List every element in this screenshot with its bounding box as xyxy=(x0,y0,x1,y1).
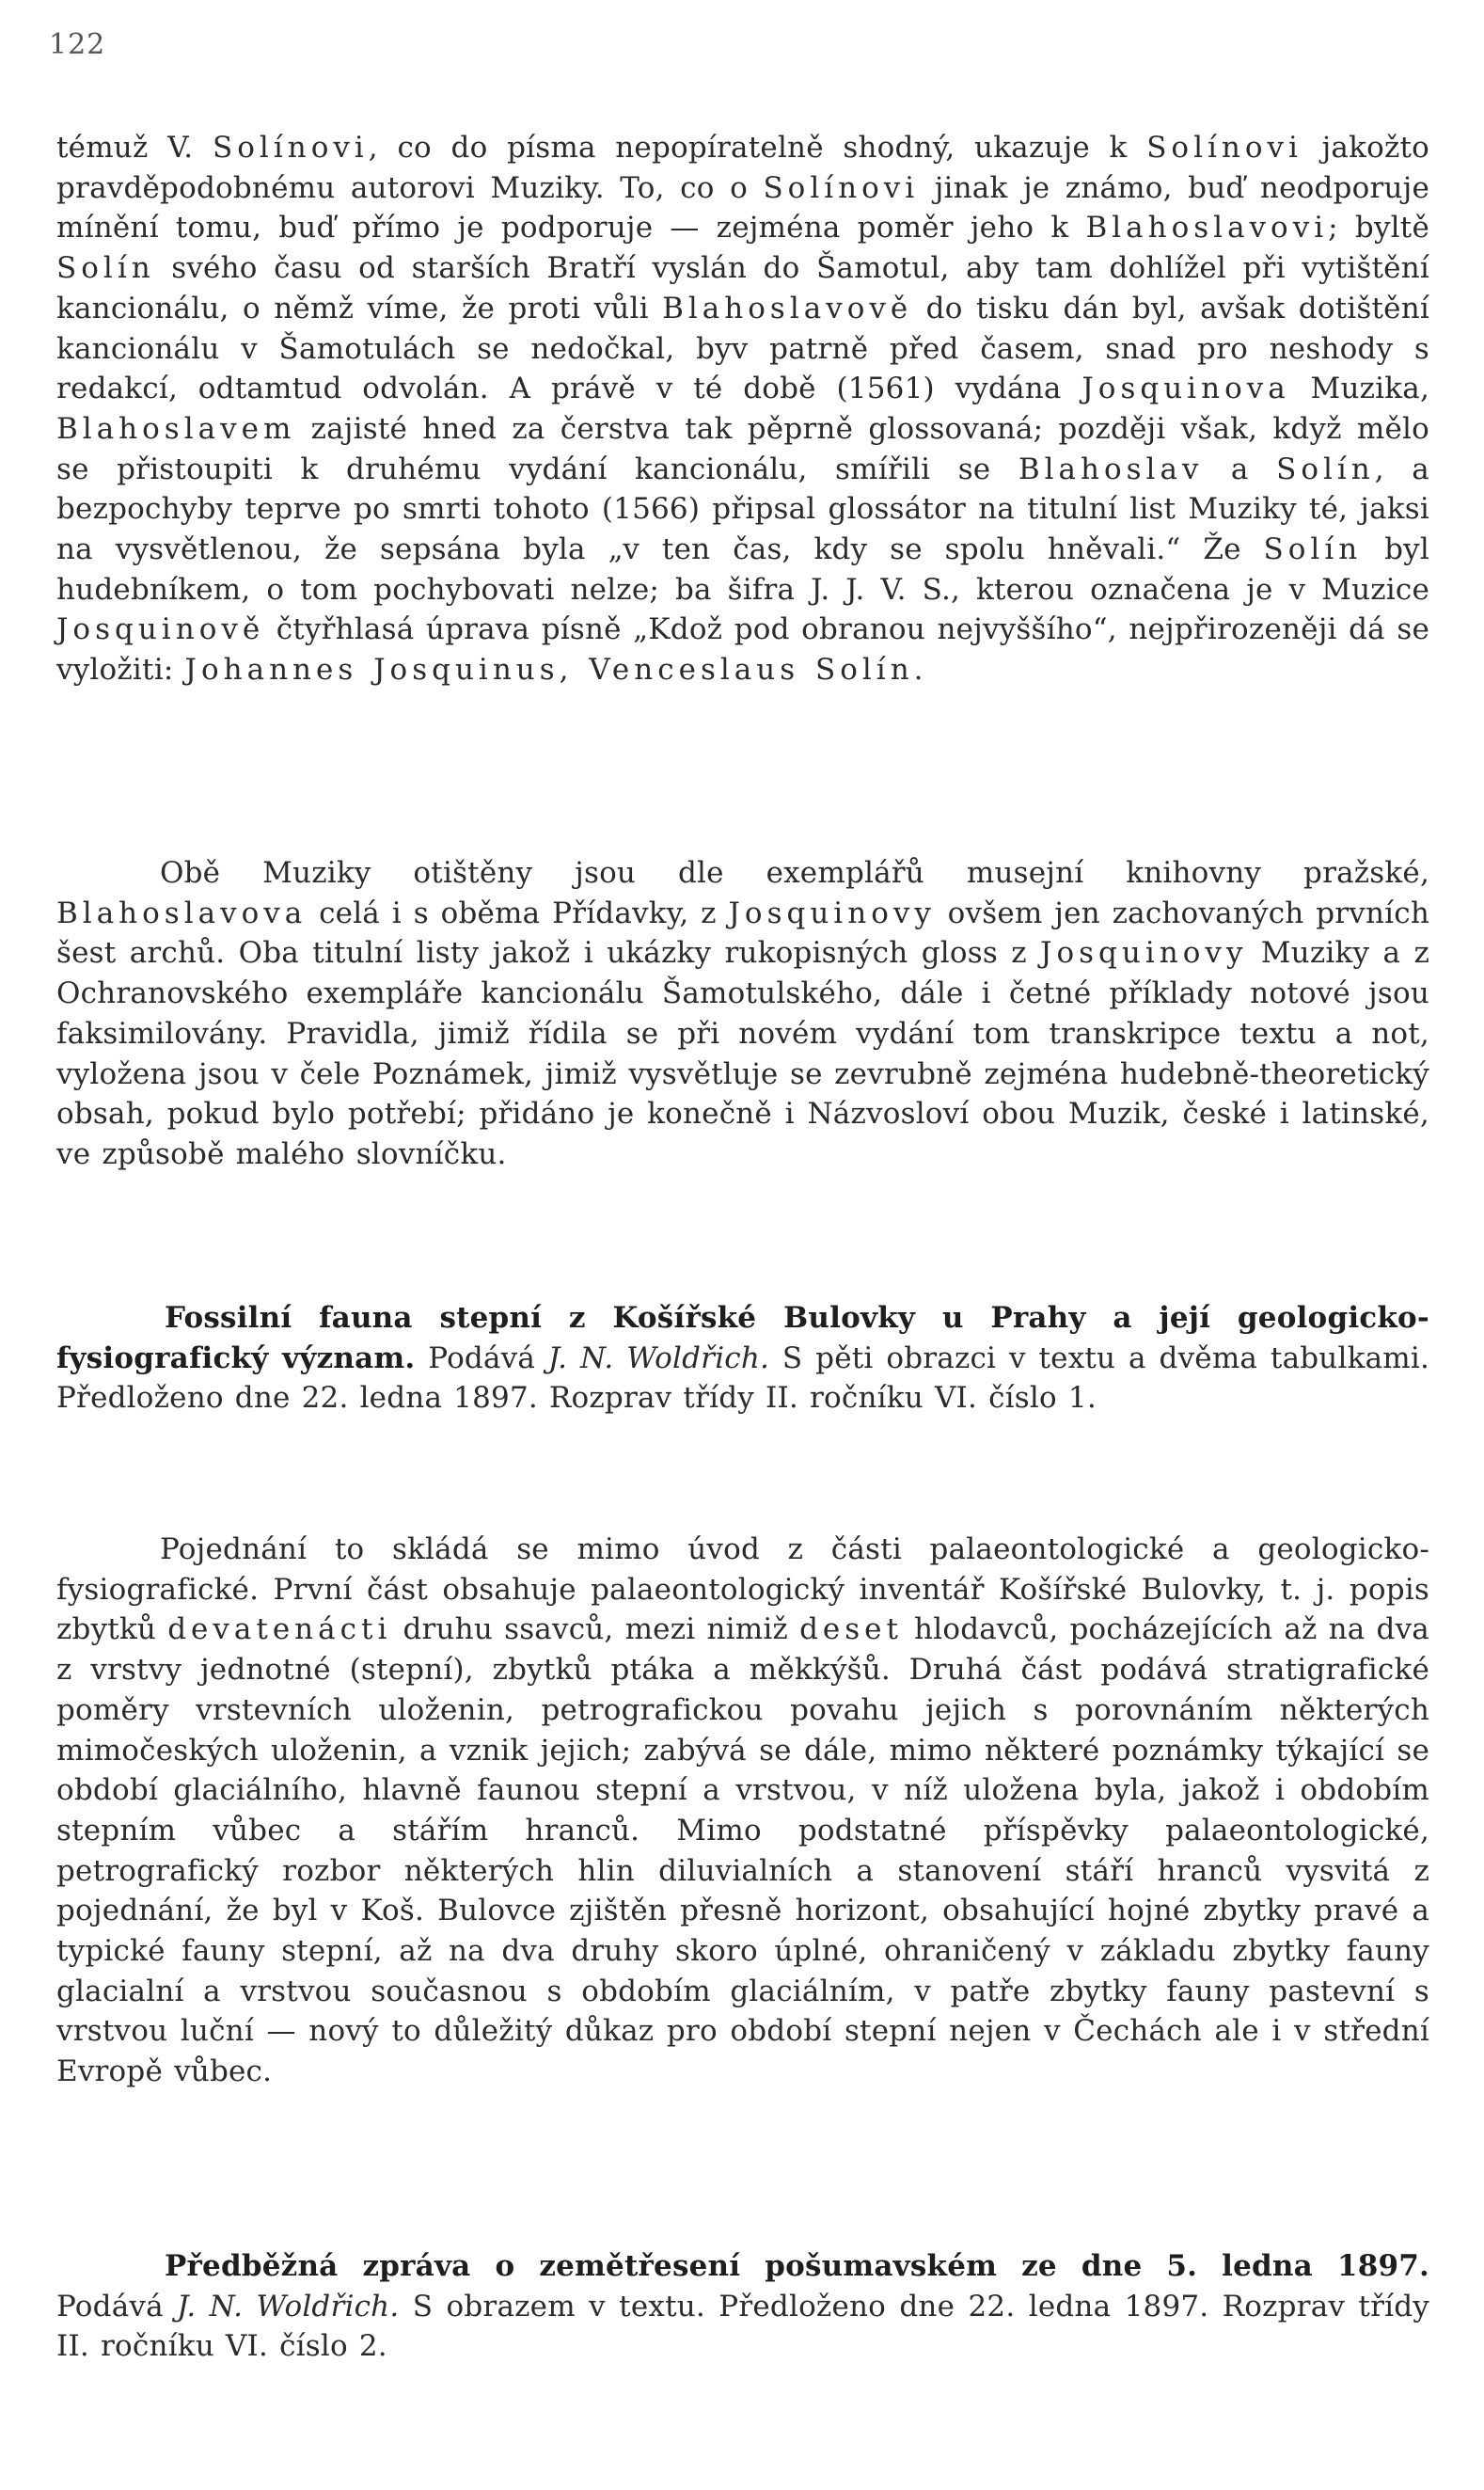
text-run: Muzika, xyxy=(1289,372,1429,406)
article-header-2 xyxy=(56,2246,1429,2367)
article-details: S obrazem v textu. Předloženo dne 22. ledna 1897. Rozprav třídy II. ročníku VI. číslo 2. xyxy=(56,2289,1429,2364)
article-title: Fossilní fauna stepní z Košířské Bulovky u Prahy a její geologicko-fysiografický význam. xyxy=(56,1301,1429,1375)
spaced-name: Blahoslav xyxy=(1018,452,1204,486)
text-run: . xyxy=(913,653,924,688)
spaced-name: Solín xyxy=(56,251,155,286)
text-run: a xyxy=(1203,452,1277,486)
article-title-block xyxy=(56,2246,1429,2367)
text-run: svého času od starších Bratří vyslán do Šamotul, aby tam dohlížel při vytištění kancionálu, o němž víme, že proti vůli xyxy=(56,251,1429,325)
text-run: Obě Muziky otištěny jsou dle exemplářů musejní knihovny pražské, xyxy=(160,856,1429,890)
body-paragraph-2 xyxy=(56,853,1429,1175)
spaced-name: Johannes Josquinus, Venceslaus Solín xyxy=(184,653,914,688)
text-run: ovšem jen zachovaných prvních šest archů. Oba titulní listy jakož i ukázky rukopisných gloss z xyxy=(56,896,1429,971)
spaced-name: Josquinova xyxy=(1081,372,1290,406)
text-run: Podává xyxy=(56,2289,164,2323)
article-body-1 xyxy=(56,1530,1429,2092)
spaced-name: Solín xyxy=(1276,452,1375,486)
spaced-name: Josquinovy xyxy=(1040,936,1248,971)
text-run: Podává xyxy=(428,1340,536,1375)
spaced-name: Josquinově xyxy=(56,612,265,647)
article-title: Předběžná zpráva o zemětřesení pošumavském ze dne 5. ledna 1897. xyxy=(165,2249,1429,2283)
spaced-name: Solínovi xyxy=(1146,131,1302,165)
text-run: , a bezpochyby teprve po smrti tohoto (1566) připsal glossátor na titulní list Muziky té, jaksi na vysvětlenou, že sepsána byla „v ten čas, kdy se spolu hněvali.“ Že xyxy=(56,452,1429,567)
paragraph-text xyxy=(56,853,1429,1175)
spaced-name: Blahoslavovi xyxy=(1085,211,1329,246)
spaced-name: Blahoslavem xyxy=(56,411,296,446)
page-number: 122 xyxy=(49,28,106,61)
article-details: S pěti obrazci v textu a dvěma tabulkami. Předloženo dne 22. ledna 1897. Rozprav třídy II. ročníku VI. číslo 1. xyxy=(56,1340,1430,1416)
article-title-block xyxy=(56,1298,1429,1419)
paragraph-text xyxy=(56,1530,1429,2092)
spaced-name: deset xyxy=(799,1612,903,1647)
article-author: J. N. Woldřich. xyxy=(547,1340,770,1375)
spaced-name: Josquinovy xyxy=(728,896,936,930)
text-run: témuž V. xyxy=(56,131,213,165)
text-run: druhu ssavců, mezi nimiž xyxy=(391,1612,800,1647)
text-run: zajisté hned za čerstva tak pěprně glossovaná; později však, když mělo se přistoupiti k druhému vydání kancionálu, smířili se xyxy=(56,411,1429,486)
spaced-name: Solínovi xyxy=(763,170,920,205)
text-run: ; byltě xyxy=(1328,211,1429,246)
text-run: byl hudebníkem, o tom pochybovati nelze; ba šifra J. J. V. S., kterou označena je v Muzice xyxy=(56,532,1429,607)
text-run: čtyřhlasá úprava písně „Kdož pod obranou nejvyššího“, nejpřirozeněji dá se vyložiti: xyxy=(56,612,1429,688)
text-run: jinak je známo, buď neodporuje mínění tomu, buď přímo je podporuje — zejména poměr jeho k xyxy=(56,170,1429,246)
spaced-name: Solínovi xyxy=(213,131,369,165)
text-run: , co do písma nepopíratelně shodný, ukazuje k xyxy=(368,131,1147,165)
body-paragraph-1 xyxy=(56,128,1429,690)
article-author: J. N. Woldřich. xyxy=(177,2289,400,2323)
paragraph-text xyxy=(56,128,1429,690)
text-run: hlodavců, pocházejících až na dva z vrstvy jednotné (stepní), zbytků ptáka a měkkýšů. Druhá část podává stratigrafické poměry vrstevních uloženin, petrografickou povahu jejich s porovnáním některých mimočeských uloženin, a vznik jejich; zabývá se dále, mimo některé poznámky týkající se období glaciálního, hlavně faunou stepní a vrstvou, v níž uložena byla, jakož i obdobím stepním vůbec a stářím hranců. Mimo podstatné příspěvky palaeontologické, petrografický rozbor některých hlin diluvialních a stanovení stáří hranců vysvitá z pojednání, že byl v Koš. Bulovce zjištěn přesně horizont, obsahující hojné zbytky pravé a typické fauny stepní, až na dva druhy skoro úplné, ohraničený v základu zbytky fauny glacialní a vrstvou současnou s obdobím glaciálním, v patře zbytky fauny pastevní s vrstvou luční — nový to důležitý důkaz pro období stepní nejen v Čechách ale i v střední Evropě vůbec. xyxy=(56,1612,1429,2089)
spaced-name: devatenácti xyxy=(167,1612,392,1647)
spaced-name: Solín xyxy=(1263,532,1363,567)
article-header-1 xyxy=(56,1298,1429,1419)
text-run: Pojednání to skládá se mimo úvod z části palaeontologické a geologicko-fysiografické. První část obsahuje palaeontologický inventář Košířské Bulovky, t. j. popis zbytků xyxy=(56,1532,1429,1647)
spaced-name: Blahoslavově xyxy=(662,291,913,325)
spaced-name: Blahoslavova xyxy=(56,896,308,930)
text-run: do tisku dán byl, avšak dotištění kancionálu v Šamotulách se nedočkal, byv patrně před časem, snad pro neshody s redakcí, odtamtud odvolán. A právě v té době (1561) vydána xyxy=(56,291,1429,406)
text-run: jakožto pravděpodobnému autorovi Muziky. To, co o xyxy=(56,131,1430,205)
text-run: Muziky a z Ochranovského exempláře kancionálu Šamotulského, dále i četné příklady notové jsou faksimilovány. Pravidla, jimiž řídila se při novém vydání tom transkripce textu a not, vyložena jsou v čele Poznámek, jimiž vysvětluje se zevrubně zejména hudebně-theoretický obsah, pokud bylo potřebí; přidáno je konečně i Názvosloví obou Muzik, české i latinské, ve způsobě malého slovníčku. xyxy=(56,936,1429,1171)
text-run: celá i s oběma Přídavky, z xyxy=(307,896,729,930)
